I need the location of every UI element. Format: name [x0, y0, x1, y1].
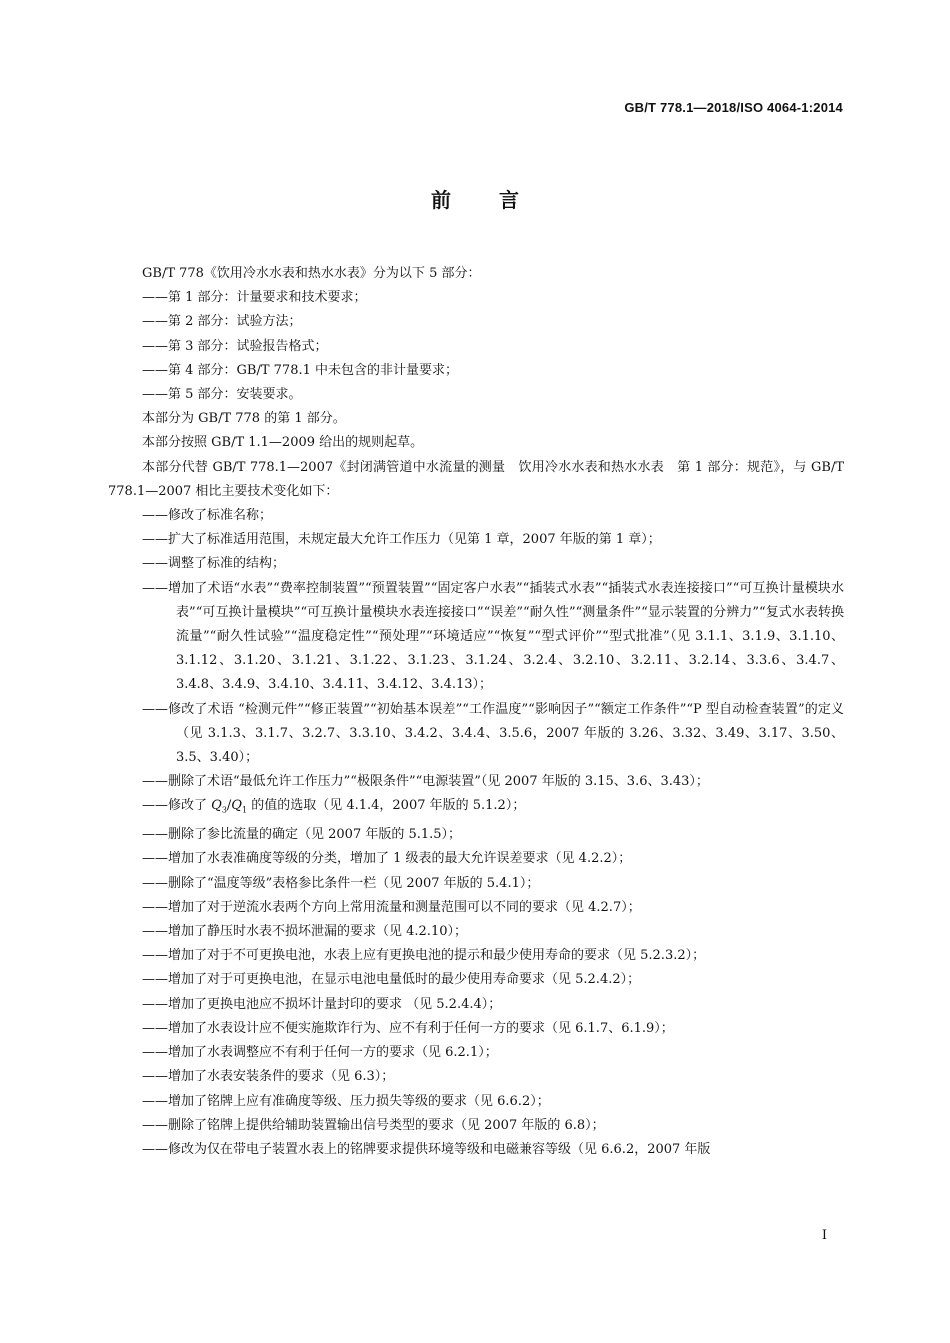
q-change-suffix: 的值的选取（见 4.1.4，2007 年版的 5.1.2）； — [247, 798, 526, 814]
change-item: ——删除了参比流量的确定（见 2007 年版的 5.1.5）； — [142, 827, 462, 843]
q3-symbol: Q — [211, 798, 222, 814]
page-title: 前言 — [431, 188, 567, 212]
change-item: ——增加了水表准确度等级的分类，增加了 1 级表的最大允许误差要求（见 4.2.2）； — [142, 851, 632, 867]
q-change-prefix: ——修改了 — [142, 798, 212, 814]
page-number: I — [821, 1228, 827, 1243]
change-item-q-ratio — [108, 794, 844, 823]
part-item: ——第 4 部分：GB/T 778.1 中未包含的非计量要求； — [142, 362, 459, 378]
change-item: ——扩大了标准适用范围，未规定最大允许工作压力（见第 1 章，2007 年版的第 1 章）； — [142, 532, 661, 548]
change-item: ——修改了标准名称； — [142, 508, 273, 524]
change-item: ——增加了对于逆流水表两个方向上常用流量和测量范围可以不同的要求（见 4.2.7）； — [142, 899, 641, 915]
change-item: ——增加了水表安装条件的要求（见 6.3）； — [142, 1069, 395, 1085]
statement-paragraph: 本部分为 GB/T 778 的第 1 部分。 — [142, 411, 346, 427]
change-item: ——增加了水表调整应不有利于任何一方的要求（见 6.2.1）； — [142, 1045, 498, 1061]
part-item: ——第 2 部分：试验方法； — [142, 314, 302, 330]
change-item: ——增加了铭牌上应有准确度等级、压力损失等级的要求（见 6.6.2）； — [142, 1093, 550, 1109]
change-item: ——删除了铭牌上提供给辅助装置输出信号类型的要求（见 2007 年版的 6.8）； — [142, 1117, 605, 1133]
change-item: ——删除了“温度等级”表格参比条件一栏（见 2007 年版的 5.4.1）； — [142, 875, 540, 891]
part-item: ——第 5 部分：安装要求。 — [142, 387, 302, 403]
statement-paragraph: 本部分按照 GB/T 1.1—2009 给出的规则起草。 — [142, 435, 424, 451]
change-item: ——调整了标准的结构； — [142, 556, 286, 572]
change-item: ——删除了术语“最低允许工作压力”“极限条件”“电源装置”（见 2007 年版的 3.15、3.6、3.43）； — [142, 774, 709, 790]
intro-paragraph: GB/T 778《饮用冷水水表和热水水表》分为以下 5 部分： — [142, 266, 481, 281]
change-item: ——增加了术语“水表”“费率控制装置”“预置装置”“固定客户水表”“插装式水表”“插装式水表连接接口”“可互换计量模块水表”“可互换计量模块”“可互换计量模块水表连接接口”“误差”“耐久性”“测量条件”“显示装置的分辨力”“复式水表转换流量”“耐久性试验”“温度稳定性”“预处理”“环境适应”“恢复”“型式评价”“型式批准”（见 3.1.1、3.1.9、3.1.10、3.1.12、3.1.20、3.1.21、3.1.22、3.1.23、3.1.24、3.2.4、3.2.10、3.2.11、3.2.14、3.3.6、3.4.7、3.4.8、3.4.9、3.4.10、3.4.11、3.4.12、3.4.13）； — [142, 580, 844, 693]
change-item: ——增加了静压时水表不损坏泄漏的要求（见 4.2.10）； — [142, 924, 467, 940]
statement-paragraph: 本部分代替 GB/T 778.1—2007《封闭满管道中水流量的测量 饮用冷水水表和热水水表 第 1 部分：规范》，与 GB/T 778.1—2007 相比主要技术变化如下： — [108, 459, 844, 499]
change-item: ——修改了术语 “检测元件”“修正装置”“初始基本误差”“工作温度”“影响因子”“额定工作条件”“P 型自动检查装置”的定义（见 3.1.3、3.1.7、3.2.7、3.3.10、3.4.2、3.4.4、3.5.6，2007 年版的 3.26、3.32、3.49、3.17、3.50、3.5、3.40）； — [142, 701, 844, 766]
change-item: ——修改为仅在带电子装置水表上的铭牌要求提供环境等级和电磁兼容等级（见 6.6.2，2007 年版 — [142, 1141, 711, 1157]
change-item: ——增加了对于不可更换电池，水表上应有更换电池的提示和最少使用寿命的要求（见 5.2.3.2）； — [142, 948, 706, 964]
q1-symbol: Q — [231, 798, 242, 814]
q3-subscript: 3 — [221, 806, 227, 816]
change-item: ——增加了更换电池应不损坏计量封印的要求 （见 5.2.4.4）； — [142, 996, 502, 1012]
part-item: ——第 1 部分：计量要求和技术要求； — [142, 290, 367, 306]
part-item: ——第 3 部分：试验报告格式； — [142, 338, 328, 354]
document-code-header: GB/T 778.1—2018/ISO 4064-1:2014 — [624, 100, 843, 115]
change-item: ——增加了对于可更换电池，在显示电池电量低时的最少使用寿命要求（见 5.2.4.2）； — [142, 972, 641, 988]
q-slash: / — [226, 798, 232, 814]
change-item: ——增加了水表设计应不便实施欺诈行为、应不有利于任何一方的要求（见 6.1.7、6.1.9）； — [142, 1020, 674, 1036]
q1-subscript: 1 — [241, 806, 248, 816]
foreword-body — [108, 262, 844, 1162]
